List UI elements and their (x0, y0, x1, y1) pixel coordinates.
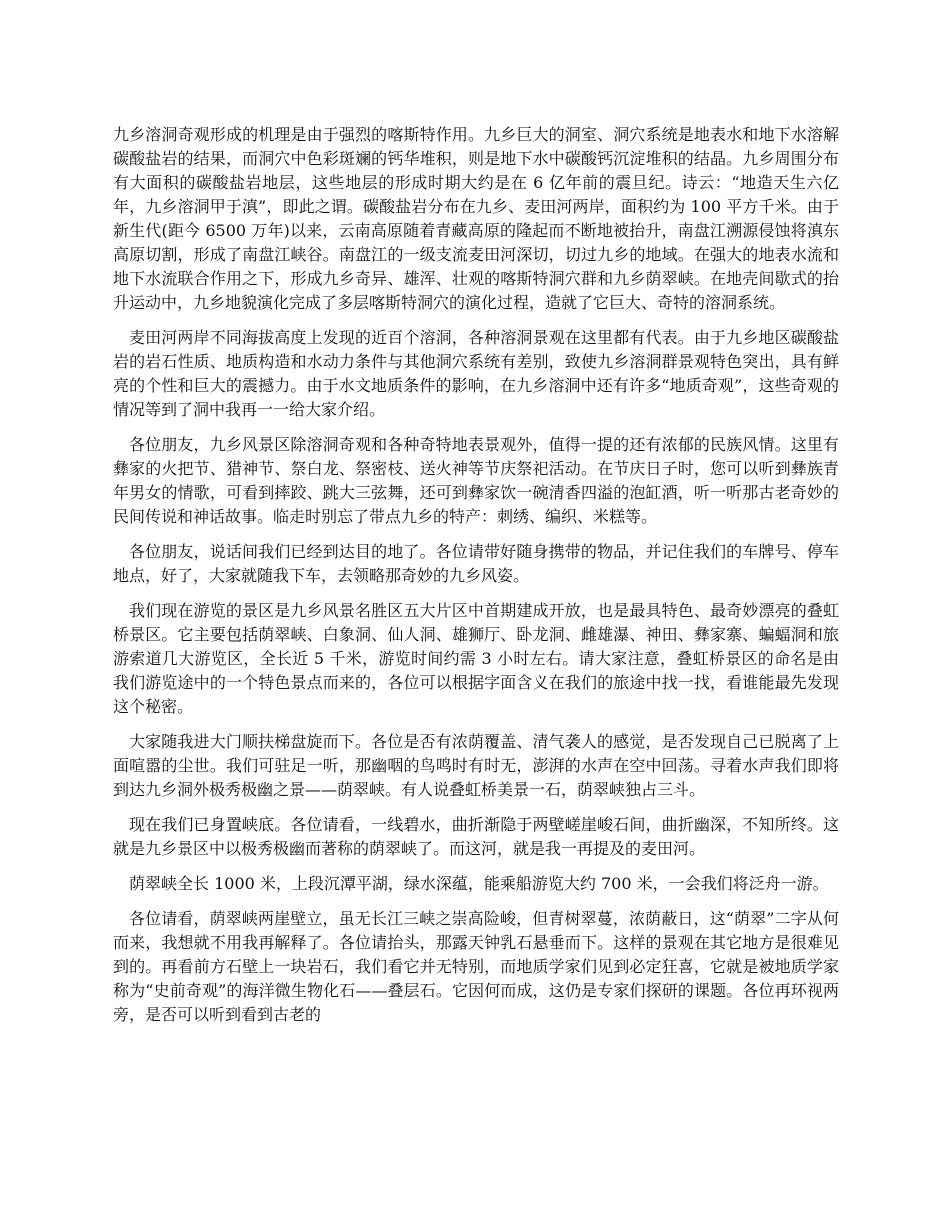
paragraph-maitian-caves: 麦田河两岸不同海拔高度上发现的近百个溶洞，各种溶洞景观在这里都有代表。由于九乡地区碳酸盐岩的岩石性质、地质构造和水动力条件与其他洞穴系统有差别，致使九乡溶洞群景观特色突出，具有鲜亮的个性和巨大的震撼力。由于水文地质条件的影响，在九乡溶洞中还有许多“地质奇观”，这些奇观的情况等到了洞中我再一一给大家介绍。 (113, 328, 839, 419)
paragraph-entrance: 大家随我进大门顺扶梯盘旋而下。各位是否有浓荫覆盖、清气袭人的感觉，是否发现自己已脱离了上面喧嚣的尘世。我们可驻足一听，那幽咽的鸟鸣时有时无，澎湃的水声在空中回荡。寻着水声我们即将到达九乡洞外极秀极幽之景——荫翠峡。有人说叠虹桥美景一石，荫翠峡独占三斗。 (113, 732, 839, 799)
paragraph-karst-formation: 九乡溶洞奇观形成的机理是由于强烈的喀斯特作用。九乡巨大的洞室、洞穴系统是地表水和地下水溶解碳酸盐岩的结果，而洞穴中色彩斑斓的钙华堆积，则是地下水中碳酸钙沉淀堆积的结晶。九乡周围分布有大面积的碳酸盐岩地层，这些地层的形成时期大约是在 6 亿年前的震旦纪。诗云：“地造天生六亿年，九乡溶洞甲于滇”，即此之谓。碳酸盐岩分布在九乡、麦田河两岸，面积约为 100 平方千米。由于新生代(距今 6500 万年)以来，云南高原随着青藏高原的隆起而不断地被抬升，南盘江溯源侵蚀将滇东高原切割，形成了南盘江峡谷。南盘江的一级支流麦田河深切，切过九乡的地域。在强大的地表水流和地下水流联合作用之下，形成九乡奇异、雄浑、壮观的喀斯特洞穴群和九乡荫翠峡。在地壳间歇式的抬升运动中，九乡地貌演化完成了多层喀斯特洞穴的演化过程，造就了它巨大、奇特的溶洞系统。 (113, 125, 839, 312)
paragraph-gorge-bottom: 现在我们已身置峡底。各位请看，一线碧水，曲折渐隐于两壁嵯崖峻石间，曲折幽深，不知所终。这就是九乡景区中以极秀极幽而著称的荫翠峡了。而这河，就是我一再提及的麦田河。 (113, 815, 839, 858)
document-page (113, 123, 839, 1038)
paragraph-gorge-length: 荫翠峡全长 1000 米，上段沉潭平湖，绿水深蕴，能乘船游览大约 700 米，一会我们将泛舟一游。 (129, 874, 829, 893)
paragraph-stromatolite: 各位请看，荫翠峡两崖壁立，虽无长江三峡之崇高险峻，但青树翠蔓，浓荫蔽日，这“荫翠”二字从何而来，我想就不用我再解释了。各位请抬头，那露天钟乳石悬垂而下。这样的景观在其它地方是很难见到的。再看前方石壁上一块岩石，我们看它并无特别，而地质学家们见到必定狂喜，它就是被地质学家称为“史前奇观”的海洋微生物化石——叠层石。它因何而成，这仍是专家们探研的课题。各位再环视两旁，是否可以听到看到古老的 (113, 909, 839, 1024)
paragraph-arrival: 各位朋友，说话间我们已经到达目的地了。各位请带好随身携带的物品，并记住我们的车牌号、停车地点，好了，大家就随我下车，去领略那奇妙的九乡风姿。 (113, 542, 839, 585)
paragraph-diehongqiao-area: 我们现在游览的景区是九乡风景名胜区五大片区中首期建成开放，也是最具特色、最奇妙漂亮的叠虹桥景区。它主要包括荫翠峡、白象洞、仙人洞、雄狮厅、卧龙洞、雌雄瀑、神田、彝家寨、蝙蝠洞和旅游索道几大游览区，全长近 5 千米，游览时间约需 3 小时左右。请大家注意，叠虹桥景区的命名是由我们游览途中的一个特色景点而来的，各位可以根据字面含义在我们的旅途中找一找，看谁能最先发现这个秘密。 (113, 601, 839, 716)
paragraph-ethnic-customs: 各位朋友，九乡风景区除溶洞奇观和各种奇特地表景观外，值得一提的还有浓郁的民族风情。这里有彝家的火把节、猎神节、祭白龙、祭密枝、送火神等节庆祭祀活动。在节庆日子时，您可以听到彝族青年男女的情歌，可看到摔跤、跳大三弦舞，还可到彝家饮一碗清香四溢的泡缸酒，听一听那古老奇妙的民间传说和神话故事。临走时别忘了带点九乡的特产：刺绣、编织、米糕等。 (113, 435, 839, 526)
